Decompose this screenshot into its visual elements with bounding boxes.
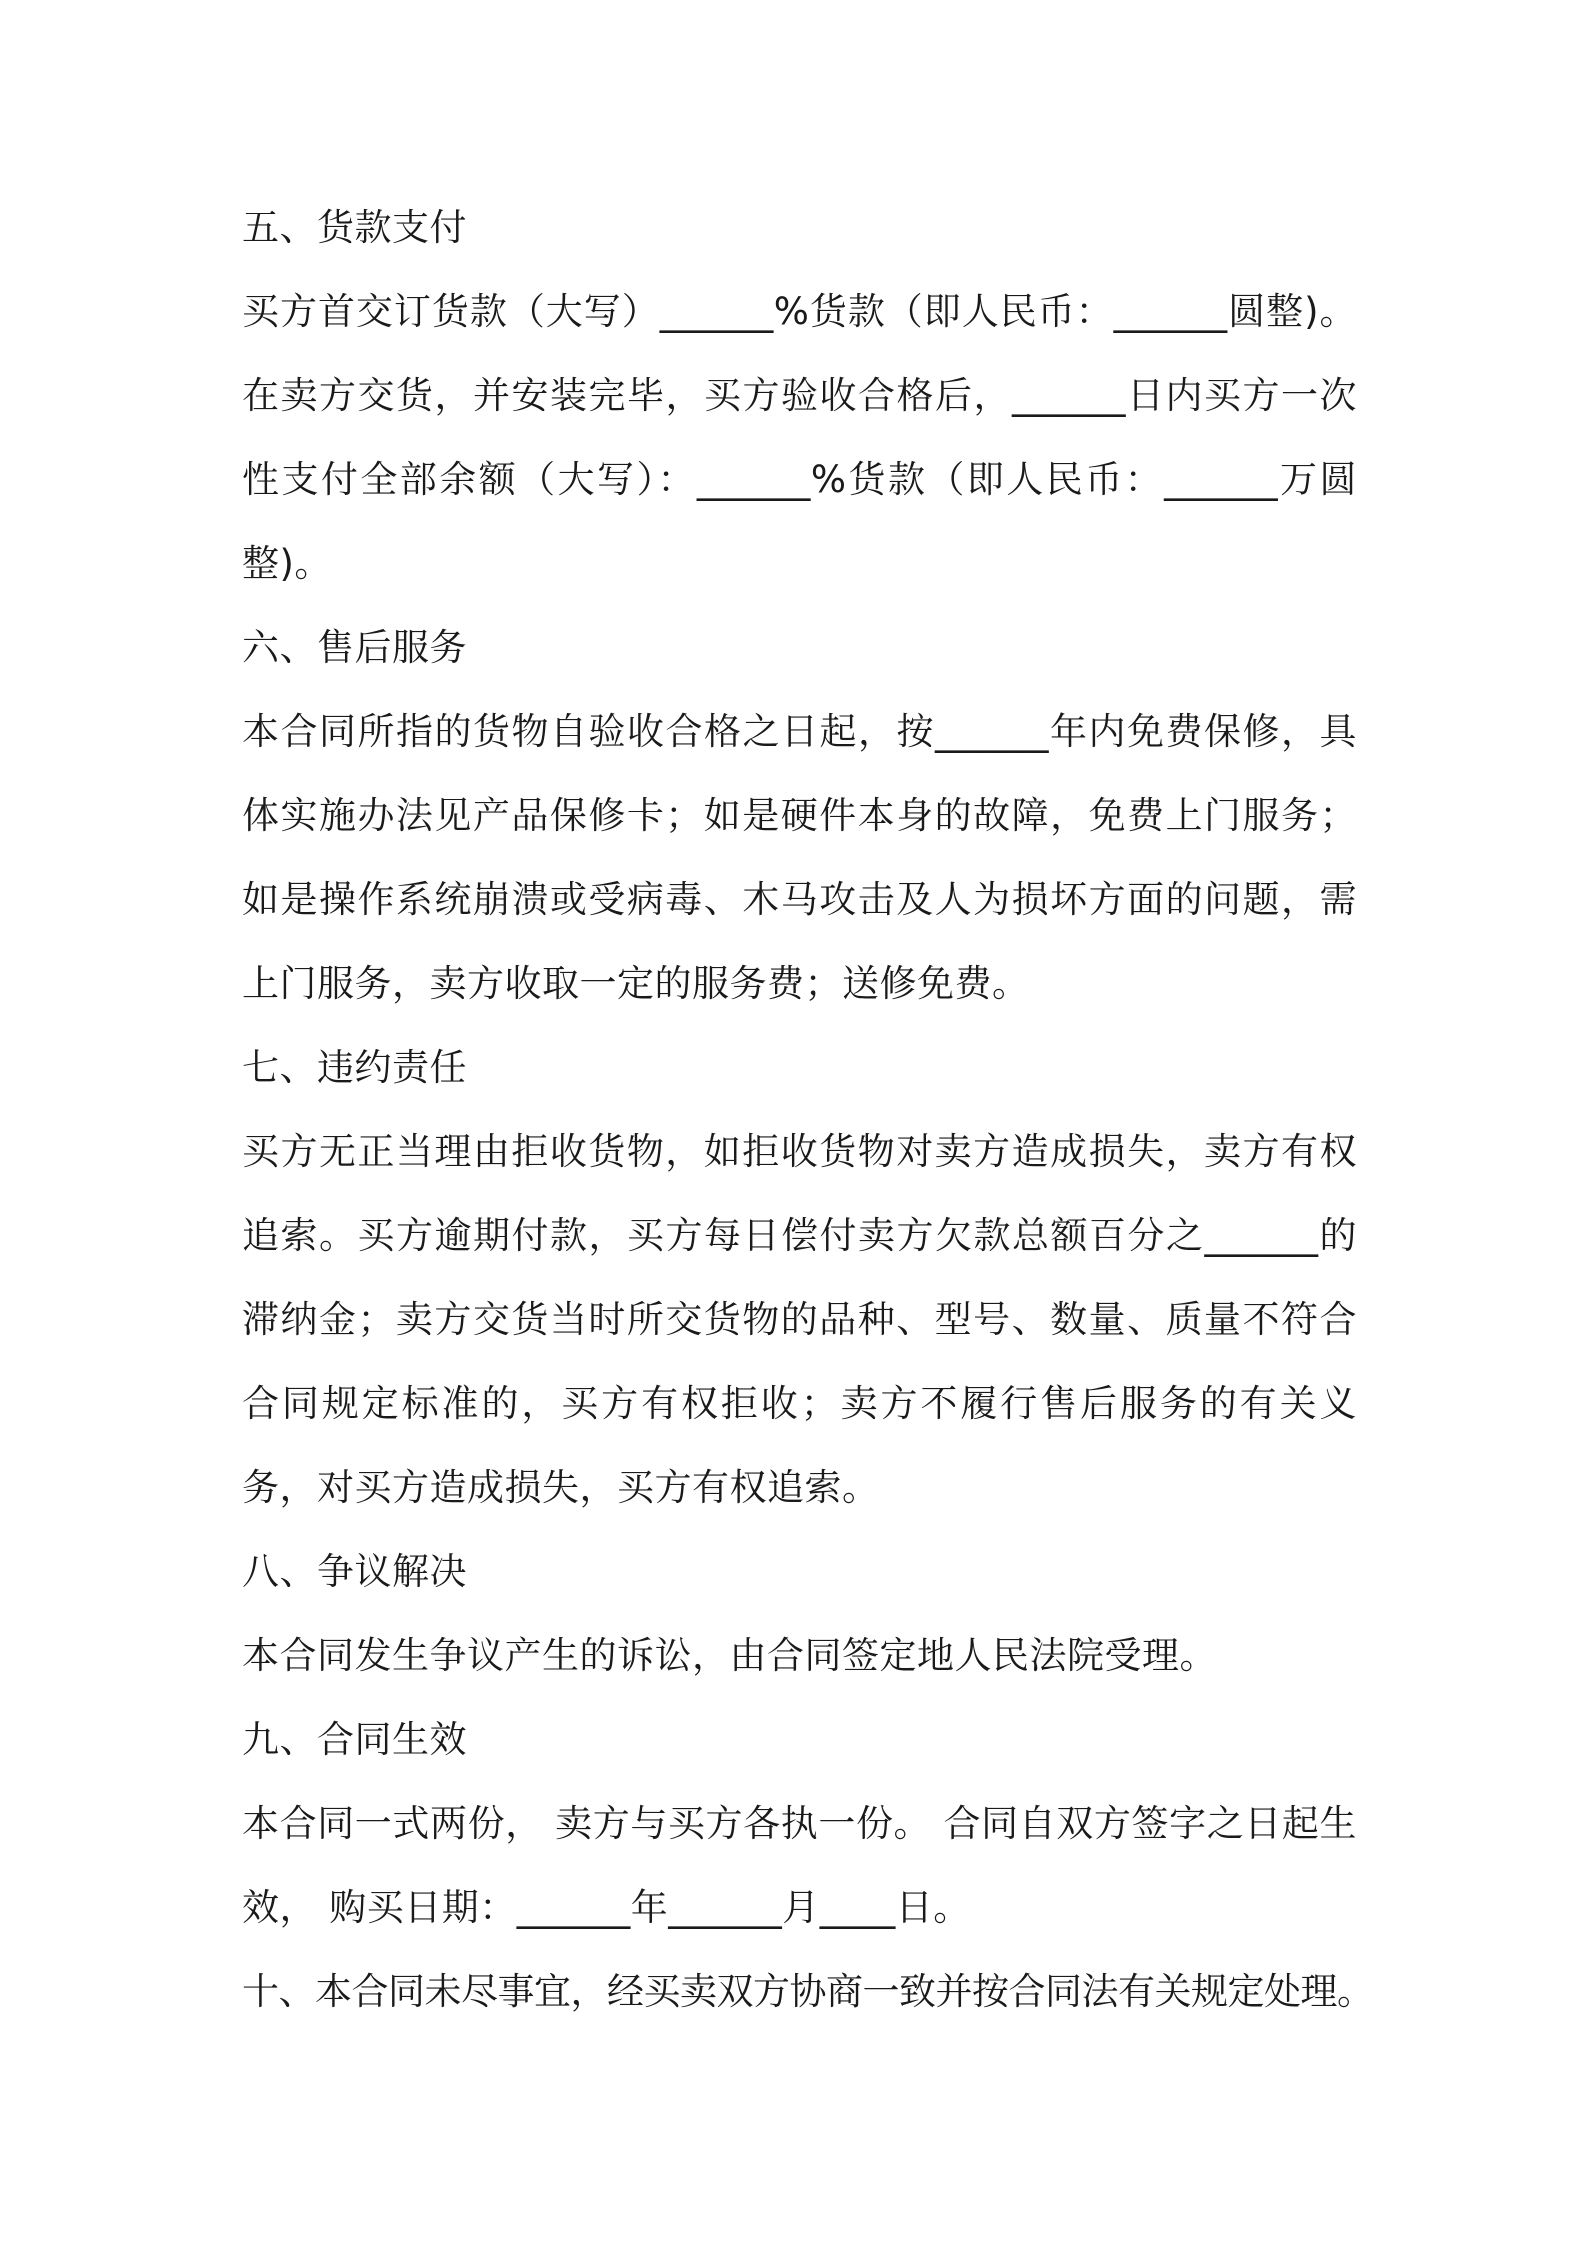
- section-body: 本合同一式两份， 卖方与买方各执一份。 合同自双方签字之日起生效， 购买日期：______年______月____日。: [242, 1802, 1357, 1929]
- section-heading: 八、争议解决: [242, 1550, 467, 1593]
- section-payment: [242, 186, 1357, 606]
- section-body: 本合同所指的货物自验收合格之日起，按______年内免费保修，具体实施办法见产品保修卡；如是硬件本身的故障，免费上门服务；如是操作系统崩溃或受病毒、木马攻击及人为损坏方面的问题，需上门服务，卖方收取一定的服务费；送修免费。: [242, 710, 1357, 1005]
- section-effect: [242, 1698, 1357, 1950]
- document-page: [242, 186, 1374, 2034]
- section-body: 买方首交订货款（大写）______%货款（即人民币：______圆整)。在卖方交货，并安装完毕，买方验收合格后，______日内买方一次性支付全部余额（大写）：______%货款（即人民币：______万圆整)。: [242, 290, 1357, 585]
- section-liability: [242, 1026, 1357, 1530]
- section-body: 本合同发生争议产生的诉讼，由合同签定地人民法院受理。: [242, 1634, 1217, 1677]
- section-heading: 五、货款支付: [242, 206, 467, 249]
- section-after-sales: [242, 606, 1357, 1026]
- section-heading: 九、合同生效: [242, 1718, 467, 1761]
- section-dispute: [242, 1530, 1357, 1698]
- section-body: 买方无正当理由拒收货物，如拒收货物对卖方造成损失，卖方有权追索。买方逾期付款，买方每日偿付卖方欠款总额百分之______的滞纳金；卖方交货当时所交货物的品种、型号、数量、质量不符合合同规定标准的，买方有权拒收；卖方不履行售后服务的有关义务，对买方造成损失，买方有权追索。: [242, 1130, 1357, 1509]
- closing-clause: 十、本合同未尽事宜，经买卖双方协商一致并按合同法有关规定处理。: [242, 1970, 1374, 2013]
- section-heading: 六、售后服务: [242, 626, 467, 669]
- section-heading: 七、违约责任: [242, 1046, 467, 1089]
